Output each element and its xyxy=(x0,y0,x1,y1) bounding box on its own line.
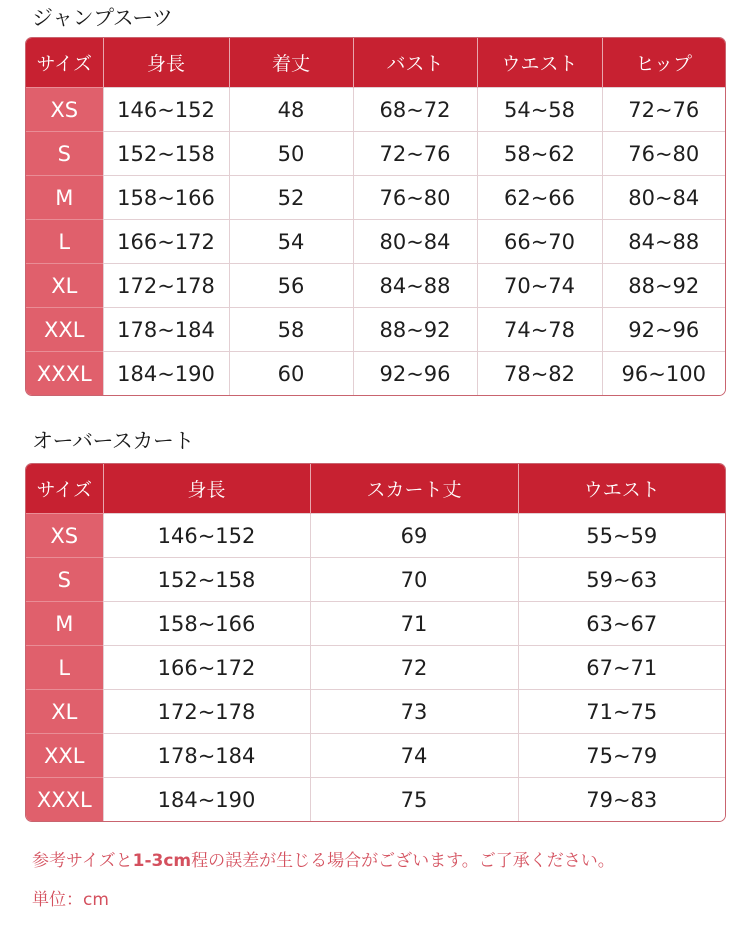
table-row xyxy=(26,132,725,176)
bust-cell: 84~88 xyxy=(353,264,477,308)
size-cell: XXXL xyxy=(26,778,103,822)
length-cell: 52 xyxy=(229,176,353,220)
table-row xyxy=(26,264,725,308)
disclaimer-prefix: 参考サイズと xyxy=(32,851,133,871)
skirt-length-cell: 75 xyxy=(310,778,518,822)
bust-cell: 92~96 xyxy=(353,352,477,396)
height-cell: 152~158 xyxy=(103,558,310,602)
waist-cell: 55~59 xyxy=(518,514,725,558)
size-cell: M xyxy=(26,176,103,220)
overskirt-size-table xyxy=(25,463,726,822)
size-cell: XXL xyxy=(26,734,103,778)
table-row xyxy=(26,514,725,558)
length-cell: 56 xyxy=(229,264,353,308)
disclaimer-range: 1-3cm xyxy=(132,851,192,871)
height-cell: 166~172 xyxy=(103,646,310,690)
hip-cell: 92~96 xyxy=(602,308,725,352)
table-row xyxy=(26,558,725,602)
size-cell: XS xyxy=(26,514,103,558)
length-cell: 58 xyxy=(229,308,353,352)
hip-cell: 84~88 xyxy=(602,220,725,264)
hip-cell: 88~92 xyxy=(602,264,725,308)
table-header-row xyxy=(26,464,725,514)
size-cell: L xyxy=(26,646,103,690)
size-cell: S xyxy=(26,132,103,176)
height-cell: 158~166 xyxy=(103,602,310,646)
unit-note: 単位：cm xyxy=(32,890,109,910)
height-cell: 178~184 xyxy=(103,308,229,352)
table-row xyxy=(26,690,725,734)
header-hip: ヒップ xyxy=(602,38,725,88)
size-cell: XXL xyxy=(26,308,103,352)
waist-cell: 58~62 xyxy=(477,132,602,176)
hip-cell: 96~100 xyxy=(602,352,725,396)
table-row xyxy=(26,88,725,132)
length-cell: 50 xyxy=(229,132,353,176)
table-row xyxy=(26,734,725,778)
waist-cell: 66~70 xyxy=(477,220,602,264)
waist-cell: 79~83 xyxy=(518,778,725,822)
table-row xyxy=(26,778,725,822)
size-cell: L xyxy=(26,220,103,264)
length-cell: 60 xyxy=(229,352,353,396)
bust-cell: 76~80 xyxy=(353,176,477,220)
size-cell: S xyxy=(26,558,103,602)
size-cell: XL xyxy=(26,264,103,308)
skirt-length-cell: 72 xyxy=(310,646,518,690)
skirt-length-cell: 69 xyxy=(310,514,518,558)
height-cell: 158~166 xyxy=(103,176,229,220)
table-row xyxy=(26,220,725,264)
header-length: 着丈 xyxy=(229,38,353,88)
height-cell: 184~190 xyxy=(103,352,229,396)
height-cell: 166~172 xyxy=(103,220,229,264)
skirt-length-cell: 73 xyxy=(310,690,518,734)
hip-cell: 80~84 xyxy=(602,176,725,220)
table-header-row xyxy=(26,38,725,88)
waist-cell: 71~75 xyxy=(518,690,725,734)
size-cell: XS xyxy=(26,88,103,132)
waist-cell: 70~74 xyxy=(477,264,602,308)
header-skirt-length: スカート丈 xyxy=(310,464,518,514)
hip-cell: 72~76 xyxy=(602,88,725,132)
size-cell: M xyxy=(26,602,103,646)
waist-cell: 74~78 xyxy=(477,308,602,352)
height-cell: 172~178 xyxy=(103,264,229,308)
waist-cell: 78~82 xyxy=(477,352,602,396)
header-waist: ウエスト xyxy=(518,464,725,514)
waist-cell: 75~79 xyxy=(518,734,725,778)
waist-cell: 63~67 xyxy=(518,602,725,646)
waist-cell: 67~71 xyxy=(518,646,725,690)
table-row xyxy=(26,352,725,396)
header-height: 身長 xyxy=(103,38,229,88)
overskirt-title: オーバースカート xyxy=(32,429,194,453)
size-cell: XL xyxy=(26,690,103,734)
jumpsuit-size-table xyxy=(25,37,726,396)
size-cell: XXXL xyxy=(26,352,103,396)
height-cell: 146~152 xyxy=(103,514,310,558)
waist-cell: 59~63 xyxy=(518,558,725,602)
waist-cell: 62~66 xyxy=(477,176,602,220)
header-waist: ウエスト xyxy=(477,38,602,88)
table-row xyxy=(26,602,725,646)
height-cell: 178~184 xyxy=(103,734,310,778)
header-bust: バスト xyxy=(353,38,477,88)
table-row xyxy=(26,176,725,220)
header-size: サイズ xyxy=(26,38,103,88)
bust-cell: 68~72 xyxy=(353,88,477,132)
skirt-length-cell: 71 xyxy=(310,602,518,646)
jumpsuit-title: ジャンプスーツ xyxy=(32,6,173,30)
height-cell: 146~152 xyxy=(103,88,229,132)
height-cell: 172~178 xyxy=(103,690,310,734)
skirt-length-cell: 74 xyxy=(310,734,518,778)
table-row xyxy=(26,646,725,690)
height-cell: 152~158 xyxy=(103,132,229,176)
waist-cell: 54~58 xyxy=(477,88,602,132)
bust-cell: 80~84 xyxy=(353,220,477,264)
bust-cell: 88~92 xyxy=(353,308,477,352)
header-height: 身長 xyxy=(103,464,310,514)
height-cell: 184~190 xyxy=(103,778,310,822)
hip-cell: 76~80 xyxy=(602,132,725,176)
length-cell: 48 xyxy=(229,88,353,132)
disclaimer-suffix: 程の誤差が生じる場合がございます。ご了承ください。 xyxy=(191,851,615,871)
disclaimer-note xyxy=(32,846,615,871)
bust-cell: 72~76 xyxy=(353,132,477,176)
table-row xyxy=(26,308,725,352)
length-cell: 54 xyxy=(229,220,353,264)
skirt-length-cell: 70 xyxy=(310,558,518,602)
header-size: サイズ xyxy=(26,464,103,514)
